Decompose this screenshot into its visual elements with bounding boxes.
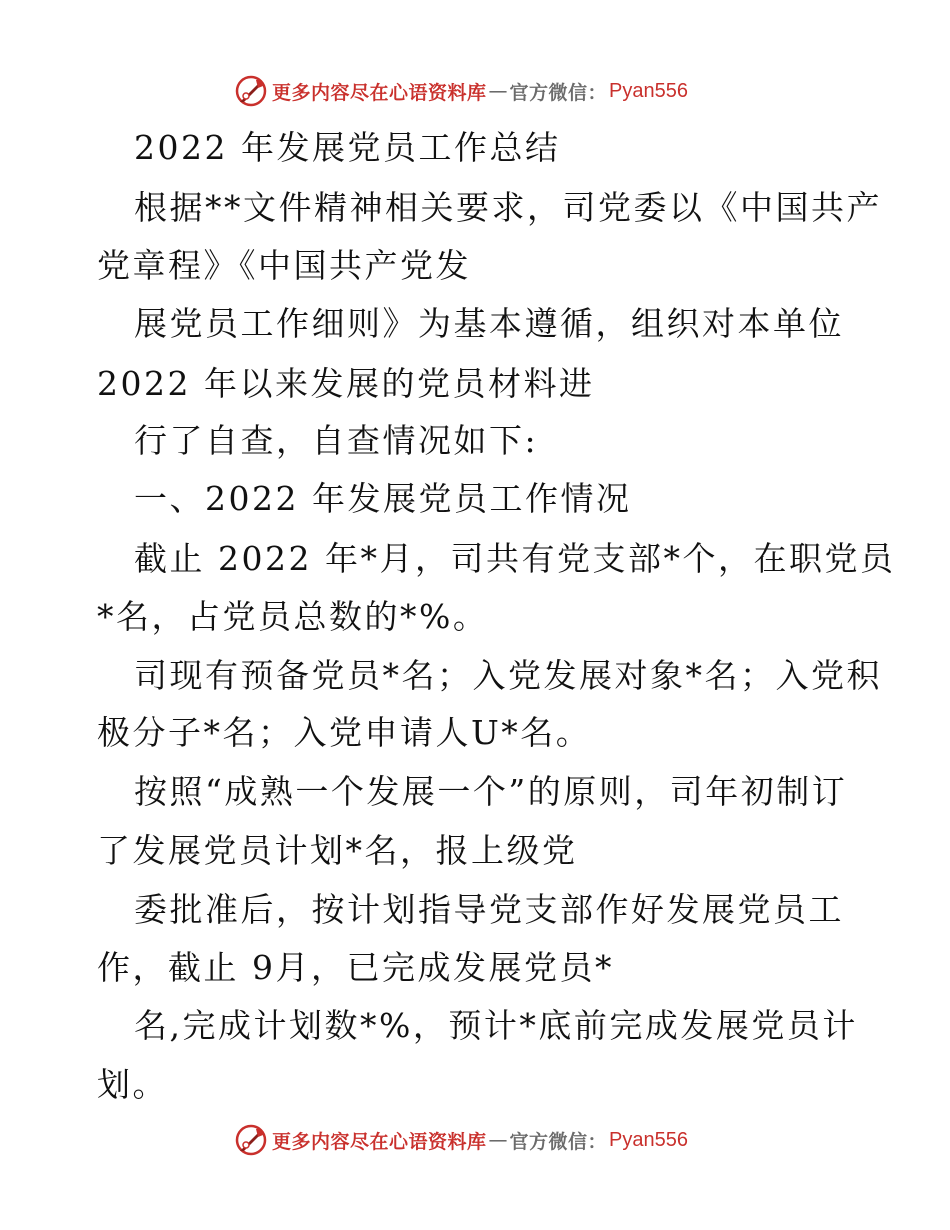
text-line: 行了自查，自查情况如下: bbox=[134, 421, 539, 460]
footer-banner bbox=[234, 1120, 688, 1160]
banner-wechat-id: Pyan556 bbox=[609, 79, 688, 102]
text-line: 展党员工作细则》为基本遵循，组织对本单位 bbox=[134, 304, 844, 343]
text-line: 委批准后，按计划指导党支部作好发展党员工 bbox=[134, 890, 844, 929]
text-line: 2022 年以来发展的党员材料进 bbox=[97, 364, 595, 403]
section-heading: 一、2022 年发展党员工作情况 bbox=[134, 479, 632, 518]
banner-text: 更多内容尽在心语资料库 bbox=[272, 1130, 487, 1153]
banner-wechat-label: 官方微信： bbox=[509, 81, 608, 104]
header-banner bbox=[234, 71, 688, 111]
quill-pen-logo-icon bbox=[234, 1123, 268, 1157]
banner-wechat-id: Pyan556 bbox=[609, 1128, 688, 1151]
text-line: *名，占党员总数的*%。 bbox=[97, 597, 489, 636]
text-line: 按照“成熟一个发展一个”的原则，司年初制订 bbox=[134, 772, 848, 811]
banner-text: 更多内容尽在心语资料库 bbox=[272, 81, 487, 104]
text-line: 了发展党员计划*名，报上级党 bbox=[97, 831, 578, 870]
text-line: 司现有预备党员*名；入党发展对象*名；入党积 bbox=[134, 656, 882, 695]
text-line: 极分子*名；入党申请人U*名。 bbox=[97, 713, 592, 752]
banner-separator: — bbox=[488, 80, 508, 102]
document-title: 2022 年发展党员工作总结 bbox=[134, 128, 561, 167]
text-line: 划。 bbox=[97, 1065, 168, 1104]
text-line: 根据**文件精神相关要求，司党委以《中国共产 bbox=[134, 188, 882, 227]
text-line: 党章程》《中国共产党发 bbox=[97, 246, 471, 285]
text-line: 名,完成计划数*%，预计*底前完成发展党员计 bbox=[134, 1006, 858, 1045]
banner-separator: — bbox=[488, 1129, 508, 1151]
banner-wechat-label: 官方微信： bbox=[509, 1130, 608, 1153]
quill-pen-logo-icon bbox=[234, 74, 268, 108]
text-line: 截止 2022 年*月，司共有党支部*个，在职党员 bbox=[134, 539, 896, 578]
text-line: 作，截止 9月，已完成发展党员* bbox=[97, 948, 614, 987]
